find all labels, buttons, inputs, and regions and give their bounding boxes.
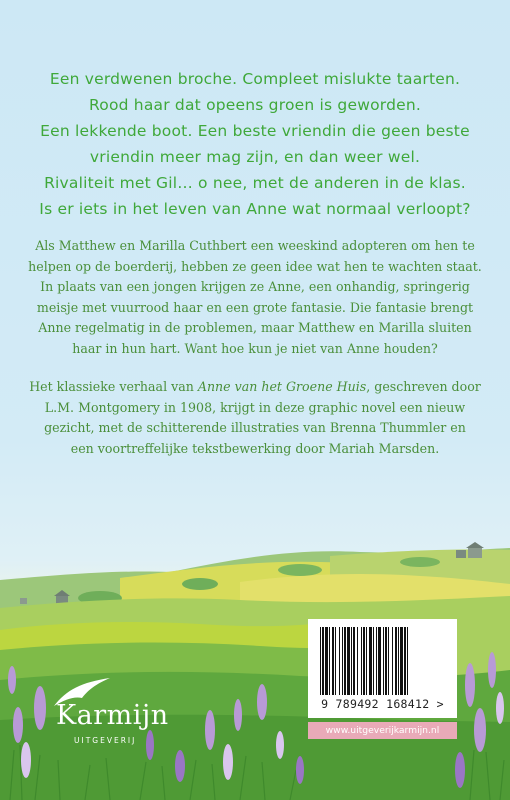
barcode-bar bbox=[385, 627, 387, 695]
barcode-bar bbox=[398, 627, 399, 695]
blurb-line: In plaats van een jongen krijgen ze Anne, een onhandig, springerig bbox=[40, 279, 470, 294]
barcode bbox=[308, 619, 457, 718]
isbn-digits: 9 789492 168412 > bbox=[321, 697, 444, 711]
blurb-text-span: Het klassieke verhaal van bbox=[29, 379, 198, 394]
publisher-logo bbox=[44, 676, 194, 746]
tagline bbox=[0, 66, 510, 222]
blurb-line: een voortreffelijke tekstbewerking door Mariah Marsden. bbox=[70, 440, 440, 456]
tagline-line: Rivaliteit met Gil… o nee, met de anderen in de klas. bbox=[44, 174, 466, 192]
barcode-bar bbox=[347, 627, 350, 695]
blurb-line: helpen op de boerderij, hebben ze geen idee wat hen te wachten staat. bbox=[28, 258, 482, 274]
barcode-bar bbox=[357, 627, 358, 695]
barcode-bar bbox=[322, 627, 324, 695]
blurb-line: Anne regelmatig in de problemen, maar Matthew en Marilla sluiten bbox=[38, 320, 472, 335]
barcode-bar bbox=[353, 627, 355, 695]
barcode-bar bbox=[320, 627, 321, 695]
barcode-bar bbox=[335, 627, 336, 695]
barcode-bar bbox=[332, 627, 334, 695]
barcode-bar bbox=[378, 627, 381, 695]
blurb-text-span: , geschreven door bbox=[366, 379, 481, 394]
barcode-bar bbox=[351, 627, 352, 695]
barcode-bar bbox=[407, 627, 408, 695]
barcode-bar bbox=[363, 627, 365, 695]
tagline-line: Een lekkende boot. Een beste vriendin die geen beste bbox=[40, 122, 470, 140]
blurb-line: haar in hun hart. Want hoe kun je niet van Anne houden? bbox=[72, 340, 438, 356]
barcode-bar bbox=[366, 627, 367, 695]
blurb-line: Als Matthew en Marilla Cuthbert een weeskind adopteren om hen te bbox=[35, 238, 475, 253]
tagline-line: Een verdwenen broche. Compleet mislukte taarten. bbox=[49, 70, 461, 88]
tagline-line: vriendin meer mag zijn, en dan weer wel. bbox=[89, 148, 421, 166]
blurb-line: gezicht, met de schitterende illustraties van Brenna Thummler en bbox=[44, 420, 466, 435]
barcode-bar bbox=[392, 627, 393, 695]
barcode-bar bbox=[373, 627, 374, 695]
barcode-bar bbox=[388, 627, 389, 695]
tagline-line: Rood haar dat opeens groen is geworden. bbox=[89, 96, 421, 114]
barcode-bar bbox=[376, 627, 377, 695]
barcode-bar bbox=[395, 627, 397, 695]
barcode-bar bbox=[339, 627, 340, 695]
barcode-bar bbox=[342, 627, 343, 695]
blurb-text bbox=[0, 236, 510, 459]
book-title: Anne van het Groene Huis bbox=[197, 379, 367, 394]
tagline-line: Is er iets in het leven van Anne wat normaal verloopt? bbox=[39, 200, 471, 218]
barcode-bar bbox=[325, 627, 328, 695]
barcode-bar bbox=[404, 627, 406, 695]
barcode-bar bbox=[383, 627, 384, 695]
barcode-bar bbox=[329, 627, 330, 695]
publisher-url: www.uitgeverijkarmijn.nl bbox=[308, 722, 457, 739]
blurb-line: meisje met vuurrood haar en een grote fantasie. Die fantasie brengt bbox=[36, 299, 474, 315]
barcode-bar bbox=[369, 627, 372, 695]
publisher-subtitle: UITGEVERIJ bbox=[74, 736, 137, 745]
barcode-bar bbox=[344, 627, 346, 695]
barcode-bars bbox=[308, 619, 457, 697]
barcode-bar bbox=[400, 627, 403, 695]
blurb-line bbox=[0, 377, 510, 398]
blurb-line: L.M. Montgomery in 1908, krijgt in deze graphic novel een nieuw bbox=[44, 399, 466, 415]
publisher-name: Karmijn bbox=[56, 700, 169, 731]
barcode-bar bbox=[361, 627, 362, 695]
